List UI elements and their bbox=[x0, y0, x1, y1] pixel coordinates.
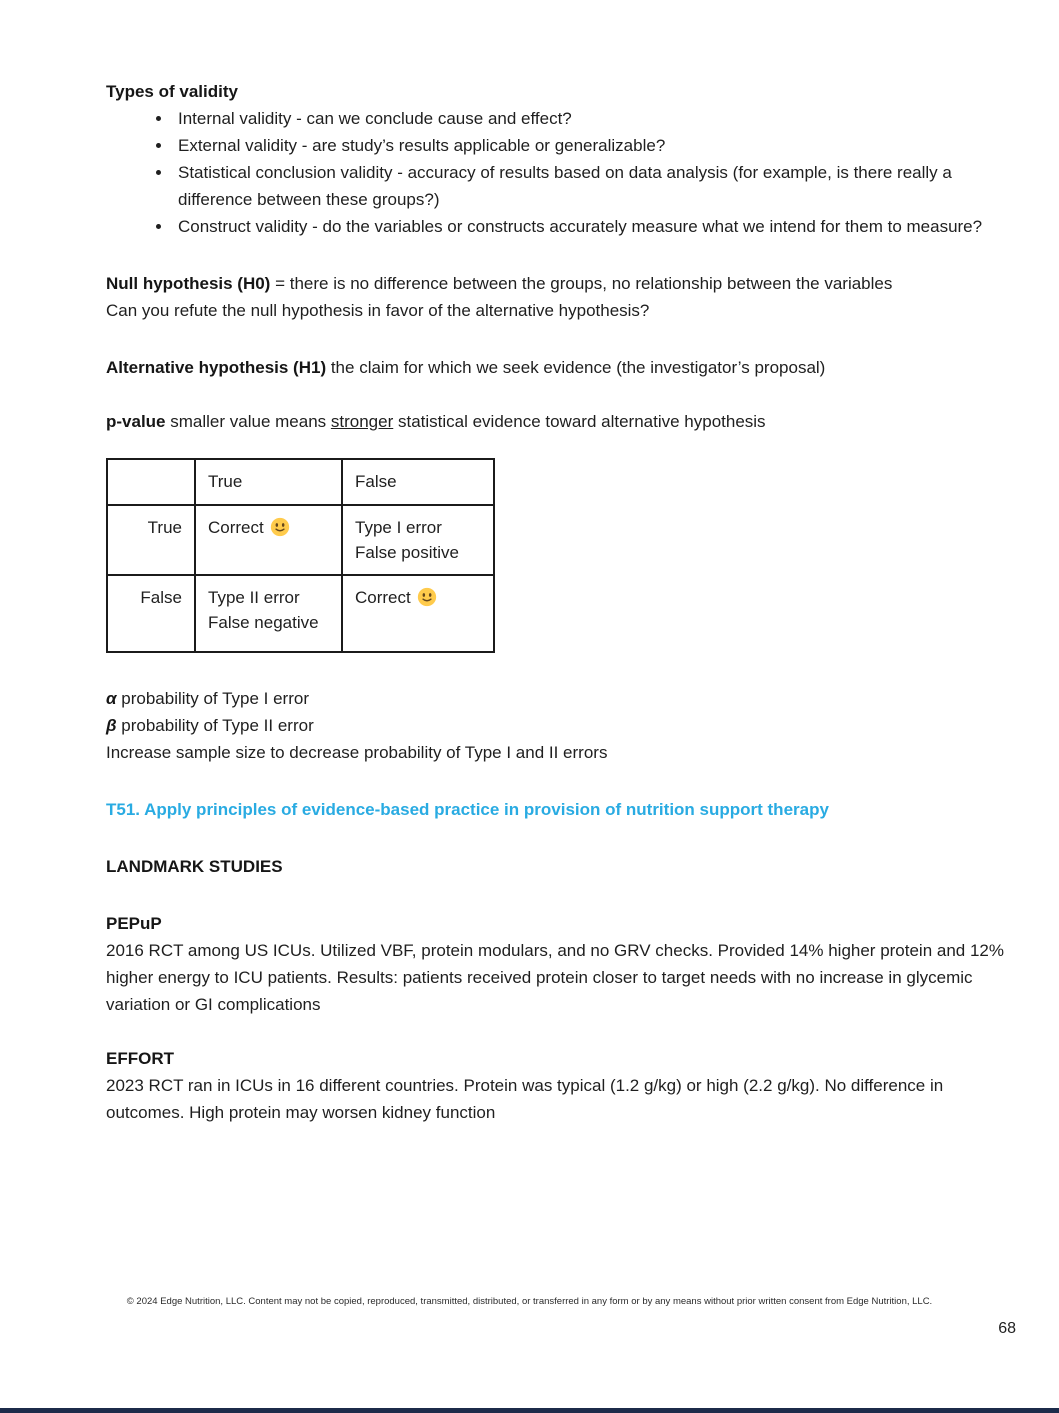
table-row bbox=[107, 575, 494, 652]
cell-line: Type II error bbox=[208, 588, 300, 607]
list-item: • External validity - are study’s results applicable or generalizable? bbox=[173, 132, 1026, 159]
column-header-true: True bbox=[195, 459, 342, 505]
error-probability-notes bbox=[106, 685, 1026, 766]
sample-size-note: Increase sample size to decrease probability of Type I and II errors bbox=[106, 743, 608, 762]
list-item: • Statistical conclusion validity - accuracy of results based on data analysis (for example, is there really a difference between these groups?) bbox=[173, 159, 1026, 213]
smiley-face-icon bbox=[417, 587, 437, 607]
p-value-paragraph bbox=[106, 408, 1026, 435]
cell-type2-error bbox=[195, 575, 342, 652]
alternative-hypothesis-label: Alternative hypothesis (H1) bbox=[106, 358, 327, 377]
null-hypothesis-label: Null hypothesis (H0) bbox=[106, 274, 271, 293]
cell-line: False positive bbox=[355, 543, 459, 562]
table-row bbox=[107, 505, 494, 575]
alternative-hypothesis-paragraph bbox=[106, 354, 1026, 381]
pepup-study-heading: PEPuP bbox=[106, 914, 162, 933]
cell-type1-error bbox=[342, 505, 494, 575]
effort-study-body: 2023 RCT ran in ICUs in 16 different countries. Protein was typical (1.2 g/kg) or high (2.2 g/kg). No difference in outcomes. High protein may worsen kidney function bbox=[106, 1076, 944, 1122]
row-header-false: False bbox=[107, 575, 195, 652]
effort-study-heading: EFFORT bbox=[106, 1049, 174, 1068]
landmark-studies-heading: LANDMARK STUDIES bbox=[106, 857, 283, 876]
error-matrix-table bbox=[106, 458, 495, 653]
cell-text: Correct bbox=[208, 518, 264, 537]
bottom-divider-bar bbox=[0, 1408, 1059, 1413]
pepup-study-body: 2016 RCT among US ICUs. Utilized VBF, protein modulars, and no GRV checks. Provided 14% higher protein and 12% higher energy to ICU patients. Results: patients received protein closer to target needs with no increase in glycemic variation or GI complications bbox=[106, 941, 1005, 1014]
p-value-underlined-word: stronger bbox=[330, 412, 394, 431]
page-content bbox=[106, 78, 1026, 1126]
null-hypothesis-definition: = there is no difference between the groups, no relationship between the variables bbox=[270, 274, 893, 293]
row-header-true: True bbox=[107, 505, 195, 575]
beta-symbol: β bbox=[106, 716, 117, 735]
cell-line: Type I error bbox=[355, 518, 442, 537]
alpha-text: probability of Type I error bbox=[116, 689, 309, 708]
page-number: 68 bbox=[998, 1320, 1016, 1337]
t51-objective-heading: T51. Apply principles of evidence-based practice in provision of nutrition support therapy bbox=[106, 800, 829, 819]
table-header-row bbox=[107, 459, 494, 505]
beta-text: probability of Type II error bbox=[116, 716, 314, 735]
null-hypothesis-question: Can you refute the null hypothesis in favor of the alternative hypothesis? bbox=[106, 301, 650, 320]
cell-text: Correct bbox=[355, 588, 411, 607]
smiley-face-icon bbox=[270, 517, 290, 537]
column-header-false: False bbox=[342, 459, 494, 505]
cell-correct-false bbox=[342, 575, 494, 652]
validity-bullet-list bbox=[106, 105, 1026, 240]
cell-line: False negative bbox=[208, 613, 319, 632]
alternative-hypothesis-definition: the claim for which we seek evidence (the investigator’s proposal) bbox=[326, 358, 826, 377]
types-of-validity-heading: Types of validity bbox=[106, 82, 238, 101]
cell-correct-true bbox=[195, 505, 342, 575]
alpha-symbol: α bbox=[106, 689, 117, 708]
list-item: • Construct validity - do the variables or constructs accurately measure what we intend for them to measure? bbox=[173, 213, 1026, 240]
table-corner-cell bbox=[107, 459, 195, 505]
p-value-text-pre: smaller value means bbox=[165, 412, 331, 431]
p-value-text-post: statistical evidence toward alternative hypothesis bbox=[393, 412, 766, 431]
list-item: • Internal validity - can we conclude cause and effect? bbox=[173, 105, 1026, 132]
p-value-label: p-value bbox=[106, 412, 166, 431]
null-hypothesis-paragraph bbox=[106, 270, 1026, 324]
copyright-footer: © 2024 Edge Nutrition, LLC. Content may not be copied, reproduced, transmitted, distributed, or transferred in any form or by any means without prior written consent from Edge Nutrition, LLC. bbox=[126, 1296, 933, 1307]
